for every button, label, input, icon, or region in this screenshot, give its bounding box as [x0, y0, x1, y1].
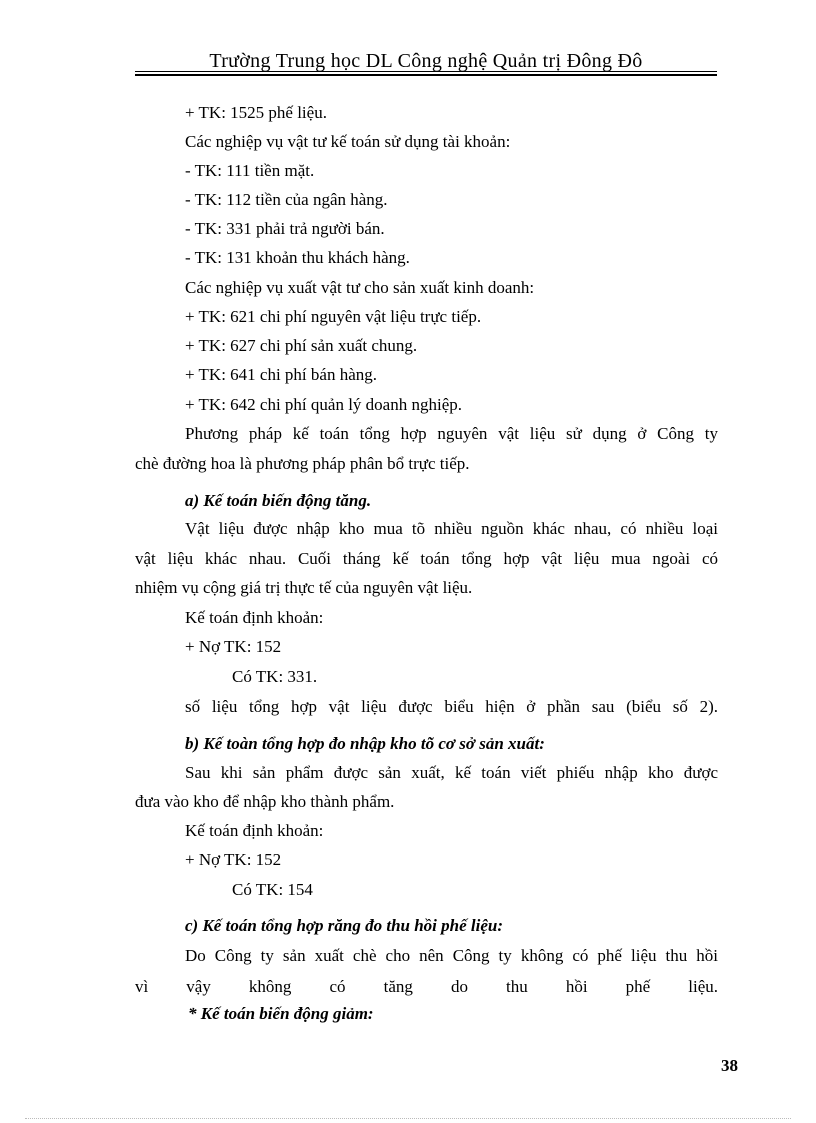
text-line: Sau khi sản phẩm được sản xuất, kế toán viết phiếu nhập kho được	[185, 763, 718, 782]
text-line: Các nghiệp vụ vật tư kế toán sử dụng tài khoản:	[185, 132, 511, 151]
text-line: Vật liệu được nhập kho mua tõ nhiều nguồn khác nhau, có nhiều loại	[185, 519, 718, 538]
page-header-title: Trường Trung học DL Công nghệ Quản trị Đông Đô	[209, 50, 643, 72]
text-line: Có TK: 331.	[232, 667, 318, 686]
text-line: Kế toán định khoản:	[185, 821, 324, 840]
text-line: + Nợ TK: 152	[185, 850, 282, 869]
text-line: nhiệm vụ cộng giá trị thực tế của nguyên vật liệu.	[135, 578, 473, 597]
text-line: Các nghiệp vụ xuất vật tư cho sản xuất kinh doanh:	[185, 278, 535, 297]
page-number: 38	[721, 1056, 738, 1075]
text-line: chè đường hoa là phương pháp phân bổ trực tiếp.	[135, 454, 470, 473]
text-line: Có TK: 154	[232, 880, 313, 899]
text-line: - TK: 112 tiền của ngân hàng.	[185, 190, 388, 209]
page-bottom-dotted-rule	[25, 1118, 791, 1119]
text-line: đưa vào kho để nhập kho thành phẩm.	[135, 792, 395, 811]
text-line: + TK: 642 chi phí quản lý doanh nghiệp.	[185, 395, 462, 414]
text-line: - TK: 111 tiền mặt.	[185, 161, 315, 180]
section-heading-a: a) Kế toán biến động tăng.	[185, 491, 372, 510]
text-line: + TK: 641 chi phí bán hàng.	[185, 365, 377, 384]
text-line: + TK: 627 chi phí sản xuất chung.	[185, 336, 418, 355]
text-line: + Nợ TK: 152	[185, 637, 282, 656]
text-line: - TK: 131 khoản thu khách hàng.	[185, 248, 410, 267]
section-heading-c: c) Kế toán tổng hợp răng đo thu hồi phế liệu:	[185, 916, 504, 935]
text-line: số liệu tổng hợp vật liệu được biểu hiện ở phần sau (biểu số 2).	[185, 697, 718, 716]
text-line: Kế toán định khoản:	[185, 608, 324, 627]
section-heading-b: b) Kế toàn tổng hợp đo nhập kho tõ cơ sở sản xuất:	[185, 734, 545, 753]
text-line: Do Công ty sản xuất chè cho nên Công ty không có phế liệu thu hồi	[185, 946, 718, 965]
text-line: + TK: 1525 phế liệu.	[185, 103, 327, 122]
header-rule-thin	[135, 71, 717, 72]
text-line: + TK: 621 chi phí nguyên vật liệu trực tiếp.	[185, 307, 482, 326]
text-line: vật liệu khác nhau. Cuối tháng kế toán tổng hợp vật liệu mua ngoài có	[135, 549, 718, 568]
text-line: vì vậy không có tăng do thu hồi phế liệu.	[135, 977, 718, 996]
text-line: Phương pháp kế toán tổng hợp nguyên vật liệu sử dụng ở Công ty	[185, 424, 718, 443]
header-rule-thick	[135, 74, 717, 76]
section-heading-decrease: * Kế toán biến động giảm:	[188, 1004, 374, 1023]
text-line: - TK: 331 phải trả người bán.	[185, 219, 385, 238]
